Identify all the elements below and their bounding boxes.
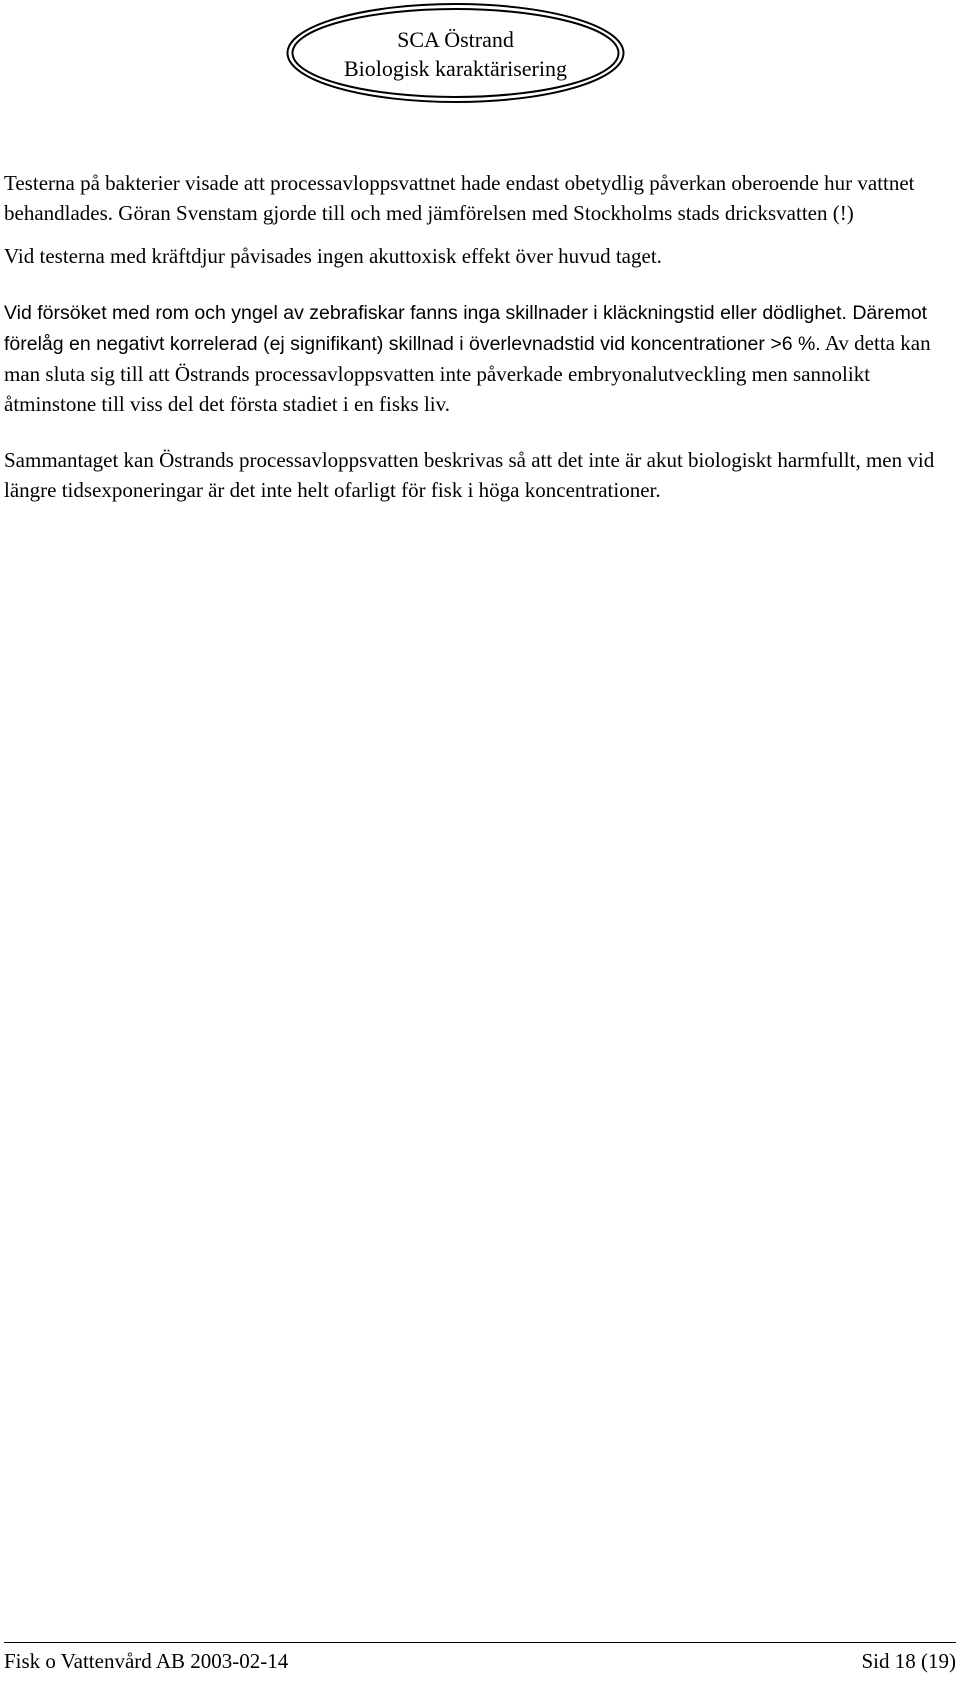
paragraph-1b-text: Vid testerna med kräftdjur påvisades ingen akuttoxisk effekt över huvud taget.	[4, 244, 662, 268]
company-name: SCA Östrand	[397, 27, 514, 52]
page-footer	[4, 1646, 956, 1676]
header-title-block	[284, 25, 627, 83]
document-subtitle: Biologisk karaktärisering	[343, 56, 567, 81]
footer-page-number: Sid 18 (19)	[861, 1649, 956, 1673]
footer-company-date: Fisk o Vattenvård AB 2003-02-14	[4, 1649, 289, 1673]
document-body	[4, 168, 954, 535]
header-badge	[284, 1, 627, 105]
paragraph-1-text: Testerna på bakterier visade att processavloppsvattnet hade endast obetydlig påverkan oberoende hur vattnet behandlades. Göran Svenstam gjorde till och med jämförelsen med Stockholms stads dricksvatten (!)	[4, 171, 915, 225]
paragraph-crustacean-results	[4, 241, 954, 271]
footer-divider	[4, 1642, 956, 1643]
paragraph-2-serif-text: Av detta kan man sluta sig till att Östrands processavloppsvatten inte påverkade embryonalutveckling men sannolikt åtminstone till viss del det första stadiet i en fisks liv.	[4, 331, 931, 416]
paragraph-bacteria-results	[4, 168, 954, 228]
paragraph-summary	[4, 445, 954, 505]
paragraph-3-text: Sammantaget kan Östrands processavloppsvatten beskrivas så att det inte är akut biologiskt harmfullt, men vid längre tidsexponeringar är det inte helt ofarligt för fisk i höga koncentrationer.	[4, 448, 935, 502]
paragraph-zebrafish-results	[4, 297, 954, 419]
paragraph-2-sans-text: Vid försöket med rom och yngel av zebrafiskar fanns inga skillnader i kläckningstid eller dödlighet. Däremot förelåg en negativt korrelerad (ej signifikant) skillnad i överlevnadstid vid koncentrationer >6 %.	[4, 302, 928, 355]
